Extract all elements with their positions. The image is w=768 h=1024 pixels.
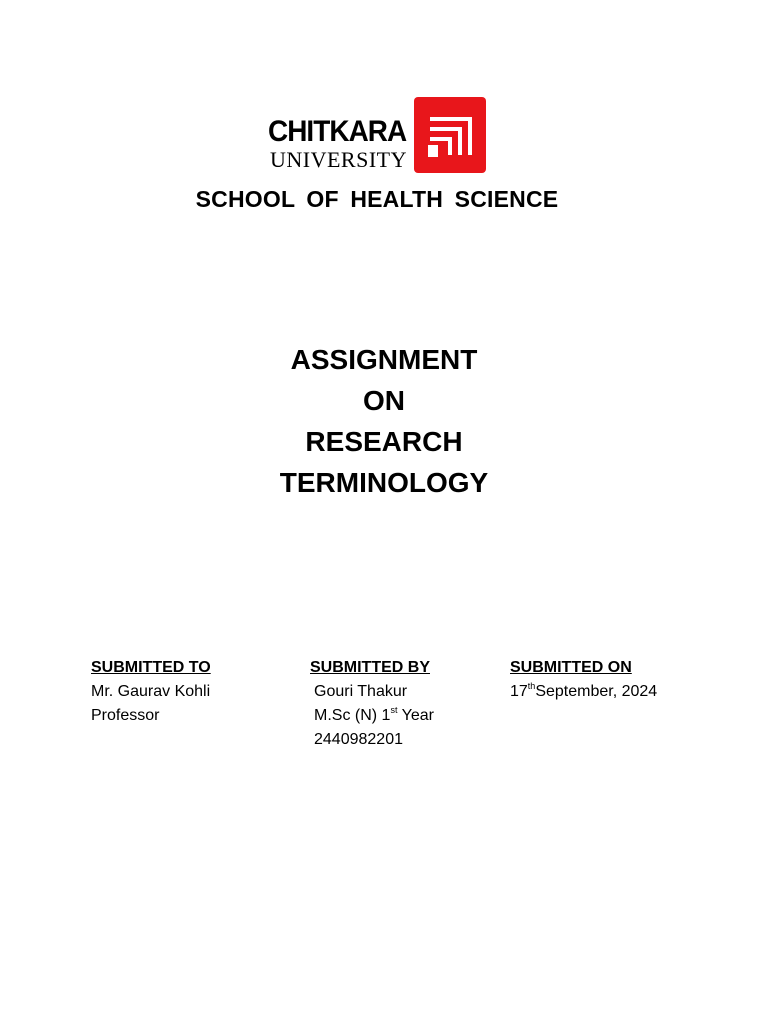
submitted-on-section: [510, 656, 657, 704]
course-superscript: st: [390, 705, 398, 715]
title-line-3: RESEARCH: [305, 426, 463, 457]
chitkara-logo-icon: [414, 97, 486, 173]
title-line-1: ASSIGNMENT: [290, 344, 478, 375]
course-suffix: Year: [397, 707, 434, 724]
submitted-to-section: [91, 656, 211, 728]
submitted-to-heading: SUBMITTED TO: [91, 659, 211, 676]
course-prefix: M.Sc (N) 1: [314, 707, 391, 724]
supervisor-name: Mr. Gaurav Kohli: [91, 683, 211, 700]
student-course: [310, 704, 434, 728]
logo-name-line2: UNIVERSITY: [270, 147, 407, 172]
date-day-superscript: th: [527, 681, 536, 691]
supervisor-designation: Professor: [91, 707, 160, 724]
logo-name-line1: CHITKARA: [268, 115, 407, 148]
date-rest: September, 2024: [535, 683, 658, 700]
submission-date: [510, 680, 657, 704]
title-line-4: TERMINOLOGY: [279, 467, 489, 498]
university-logo: [268, 97, 488, 175]
school-name: SCHOOL OF HEALTH SCIENCE: [195, 186, 559, 212]
student-roll-number: 2440982201: [314, 731, 403, 748]
submitted-on-heading: SUBMITTED ON: [510, 659, 632, 676]
assignment-title: [0, 339, 768, 503]
submitted-by-heading: SUBMITTED BY: [310, 659, 430, 676]
student-name: Gouri Thakur: [314, 683, 408, 700]
submitted-by-section: [310, 656, 434, 752]
date-day: 17: [510, 683, 528, 700]
title-line-2: ON: [363, 385, 405, 416]
